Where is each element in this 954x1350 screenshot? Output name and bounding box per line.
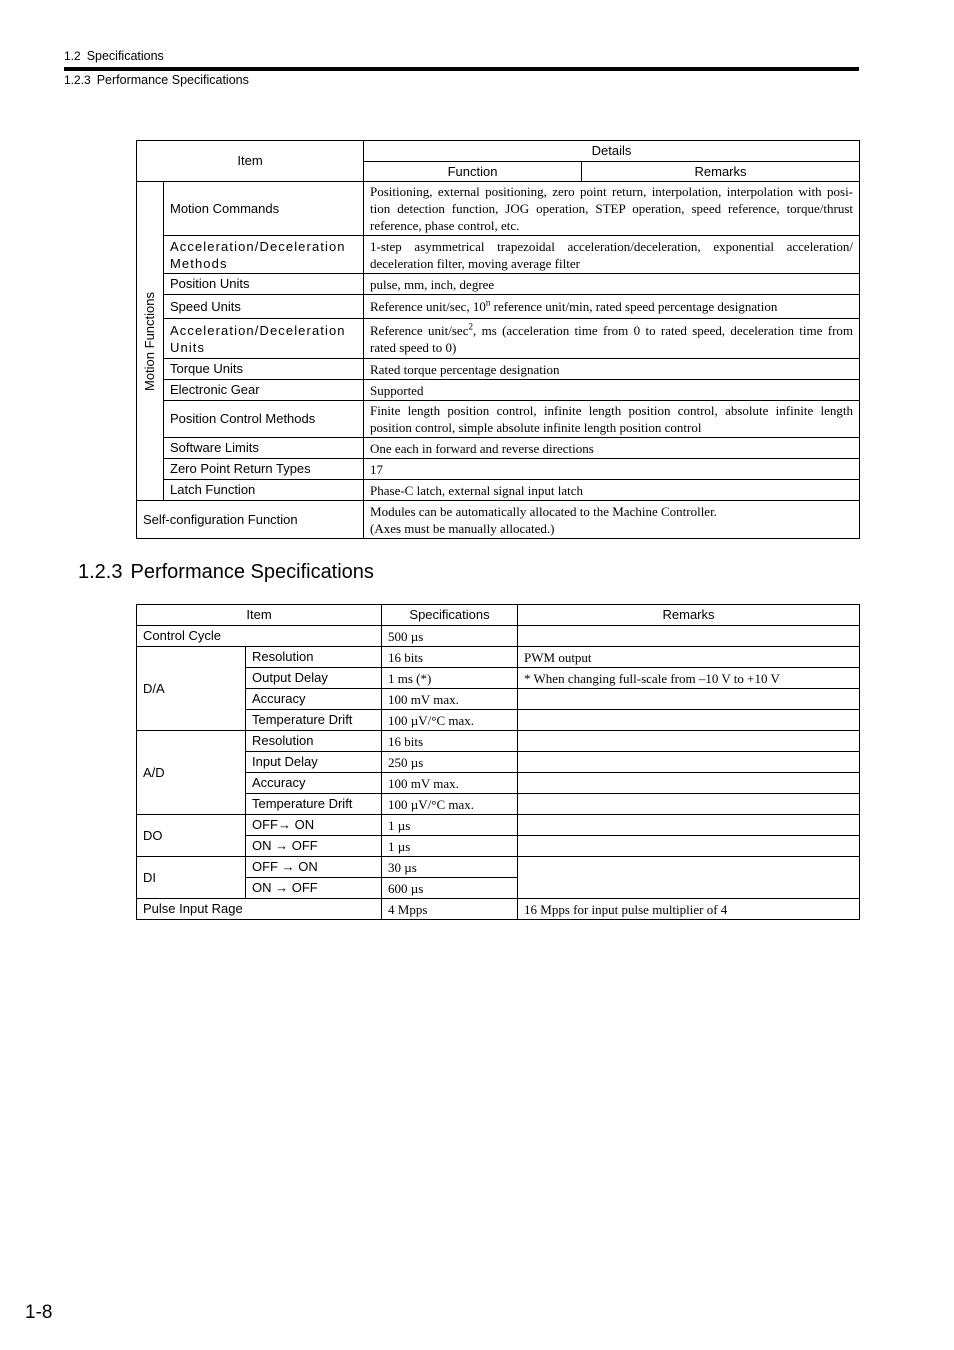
table2-spec: 250 µs — [382, 752, 518, 773]
table2-header-remarks: Remarks — [518, 605, 860, 626]
table2-subitem: Resolution — [246, 731, 382, 752]
table1-details: Positioning, external positioning, zero point return, interpolation, interpolation with posi-tion detection function, JOG operation, STEP operation, speed reference, torque/thrust reference, phase control, etc. — [364, 182, 860, 236]
di-label: DI — [137, 857, 246, 899]
accel-units-text-b: , ms (acceleration time from 0 to rated speed, deceleration time from rated speed to 0) — [370, 322, 854, 355]
motion-functions-label: Motion Functions — [142, 291, 157, 391]
header-subsection-number: 1.2.3 — [64, 73, 91, 87]
table1-details: Finite length position control, infinite length position control, absolute infinite length position control, simple absolute infinite length position control — [364, 401, 860, 438]
motion-functions-table — [136, 140, 860, 539]
speed-units-text-b: reference unit/min, rated speed percentage designation — [490, 299, 778, 314]
table2-subitem: Output Delay — [246, 668, 382, 689]
table2-spec: 100 mV max. — [382, 773, 518, 794]
table2-spec: 1 µs — [382, 836, 518, 857]
table2-subitem: ON → OFF — [246, 878, 382, 899]
table2-remark — [518, 773, 860, 794]
pulse-input-item: Pulse Input Rage — [137, 899, 382, 920]
table1-item: Position Units — [164, 274, 364, 295]
self-config-item: Self-configuration Function — [137, 501, 364, 539]
section-heading — [78, 561, 374, 584]
table1-item: Motion Commands — [164, 182, 364, 236]
motion-functions-group-cell — [137, 182, 164, 501]
table2-header-item: Item — [137, 605, 382, 626]
table1-details: Supported — [364, 380, 860, 401]
table1-details: pulse, mm, inch, degree — [364, 274, 860, 295]
table2-spec: 100 mV max. — [382, 689, 518, 710]
table2-spec: 100 µV/°C max. — [382, 794, 518, 815]
pulse-input-remark: 16 Mpps for input pulse multiplier of 4 — [518, 899, 860, 920]
running-header-section — [64, 49, 164, 63]
table2-spec: 600 µs — [382, 878, 518, 899]
table1-details: 1-step asymmetrical trapezoidal acceleration/deceleration, exponential acceleration/ deceleration filter, moving average filter — [364, 236, 860, 274]
control-cycle-item: Control Cycle — [137, 626, 382, 647]
da-label: D/A — [137, 647, 246, 731]
section-heading-number: 1.2.3 — [78, 561, 123, 583]
do-label: DO — [137, 815, 246, 857]
table2-subitem: OFF → ON — [246, 857, 382, 878]
ad-label: A/D — [137, 731, 246, 815]
table1-header-function: Function — [364, 162, 582, 182]
table2-remark — [518, 857, 860, 899]
table1-header-remarks: Remarks — [582, 162, 860, 182]
table2-remark: * When changing full-scale from –10 V to +10 V — [518, 668, 860, 689]
accel-units-text-a: Reference unit/sec — [370, 322, 469, 338]
table2-subitem: OFF→ ON — [246, 815, 382, 836]
table2-subitem: Accuracy — [246, 689, 382, 710]
table1-details: Rated torque percentage designation — [364, 359, 860, 380]
table1-details: Phase-C latch, external signal input latch — [364, 480, 860, 501]
header-subsection-title: Performance Specifications — [96, 73, 249, 87]
table2-spec: 1 ms (*) — [382, 668, 518, 689]
table1-details: One each in forward and reverse directions — [364, 438, 860, 459]
table2-spec: 16 bits — [382, 647, 518, 668]
header-rule — [64, 67, 859, 71]
table2-spec: 100 µV/°C max. — [382, 710, 518, 731]
table1-item: Acceleration/Deceleration Methods — [164, 236, 364, 274]
speed-units-sup: n — [485, 297, 491, 308]
table1-header-item: Item — [137, 141, 364, 182]
table1-details — [364, 295, 860, 319]
table1-item: Position Control Methods — [164, 401, 364, 438]
table2-spec: 16 bits — [382, 731, 518, 752]
table1-header-details: Details — [364, 141, 860, 162]
control-cycle-spec: 500 µs — [382, 626, 518, 647]
table2-remark — [518, 752, 860, 773]
table2-subitem: Temperature Drift — [246, 794, 382, 815]
table2-spec: 30 µs — [382, 857, 518, 878]
page-number: 1-8 — [25, 1302, 53, 1323]
table1-item: Zero Point Return Types — [164, 459, 364, 480]
table2-remark — [518, 710, 860, 731]
control-cycle-remark — [518, 626, 860, 647]
table2-spec: 1 µs — [382, 815, 518, 836]
running-header-subsection — [64, 73, 249, 87]
self-config-line1: Modules can be automatically allocated to the Machine Controller. — [370, 503, 717, 519]
table2-subitem: Temperature Drift — [246, 710, 382, 731]
table2-subitem: Resolution — [246, 647, 382, 668]
accel-units-sup: 2 — [468, 321, 473, 332]
header-section-title: Specifications — [86, 49, 164, 63]
table2-header-specs: Specifications — [382, 605, 518, 626]
table2-subitem: Accuracy — [246, 773, 382, 794]
table2-remark — [518, 731, 860, 752]
pulse-input-spec: 4 Mpps — [382, 899, 518, 920]
speed-units-text-a: Reference unit/sec, 10 — [370, 299, 486, 314]
table1-item: Torque Units — [164, 359, 364, 380]
self-config-line2: (Axes must be manually allocated.) — [370, 520, 555, 536]
table1-item: Electronic Gear — [164, 380, 364, 401]
performance-specs-table — [136, 604, 860, 920]
table2-subitem: ON → OFF — [246, 836, 382, 857]
table2-remark — [518, 815, 860, 836]
header-section-number: 1.2 — [64, 49, 81, 63]
table2-remark: PWM output — [518, 647, 860, 668]
self-config-details — [364, 501, 860, 539]
table2-remark — [518, 836, 860, 857]
table1-details: 17 — [364, 459, 860, 480]
table1-item: Latch Function — [164, 480, 364, 501]
table2-remark — [518, 794, 860, 815]
table1-item: Acceleration/Deceleration Units — [164, 319, 364, 359]
table1-details — [364, 319, 860, 359]
table2-remark — [518, 689, 860, 710]
table1-item: Speed Units — [164, 295, 364, 319]
table2-subitem: Input Delay — [246, 752, 382, 773]
table1-item: Software Limits — [164, 438, 364, 459]
section-heading-title: Performance Specifications — [130, 561, 374, 583]
